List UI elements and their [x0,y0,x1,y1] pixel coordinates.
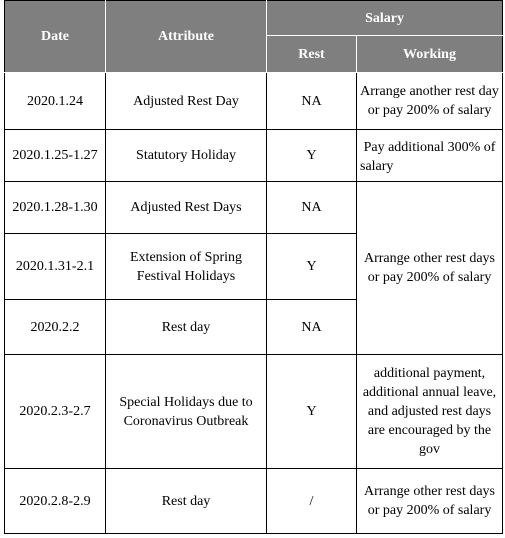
rest-cell: Y [267,130,357,182]
attribute-cell: Adjusted Rest Day [106,73,267,130]
attribute-cell: Extension of Spring Festival Holidays [106,234,267,300]
date-cell: 2020.1.31-2.1 [5,234,106,300]
rest-cell: / [267,469,357,534]
rest-cell: Y [267,355,357,469]
date-cell: 2020.1.24 [5,73,106,130]
table-row [5,355,503,469]
date-cell: 2020.2.3-2.7 [5,355,106,469]
attribute-cell: Adjusted Rest Days [106,182,267,234]
header-attribute: Attribute [106,1,267,73]
working-cell-merged: Arrange other rest days or pay 200% of salary [357,182,503,355]
date-cell: 2020.2.2 [5,300,106,355]
attribute-cell: Statutory Holiday [106,130,267,182]
salary-table [4,0,503,534]
attribute-cell: Rest day [106,469,267,534]
header-date: Date [5,1,106,73]
date-cell: 2020.1.28-1.30 [5,182,106,234]
rest-cell: Y [267,234,357,300]
working-cell: Pay additional 300% of salary [357,130,503,182]
table-row [5,73,503,130]
table-row [5,130,503,182]
table-row [5,469,503,534]
header-rest: Rest [267,36,357,73]
date-cell: 2020.1.25-1.27 [5,130,106,182]
header-working: Working [357,36,503,73]
working-cell: Arrange other rest days or pay 200% of salary [357,469,503,534]
date-cell: 2020.2.8-2.9 [5,469,106,534]
attribute-cell: Special Holidays due to Coronavirus Outbreak [106,355,267,469]
working-cell: Arrange another rest day or pay 200% of salary [357,73,503,130]
rest-cell: NA [267,182,357,234]
rest-cell: NA [267,73,357,130]
table-row [5,182,503,234]
header-salary: Salary [267,1,503,36]
attribute-cell: Rest day [106,300,267,355]
rest-cell: NA [267,300,357,355]
working-cell: additional payment, additional annual leave, and adjusted rest days are encouraged by the gov [357,355,503,469]
